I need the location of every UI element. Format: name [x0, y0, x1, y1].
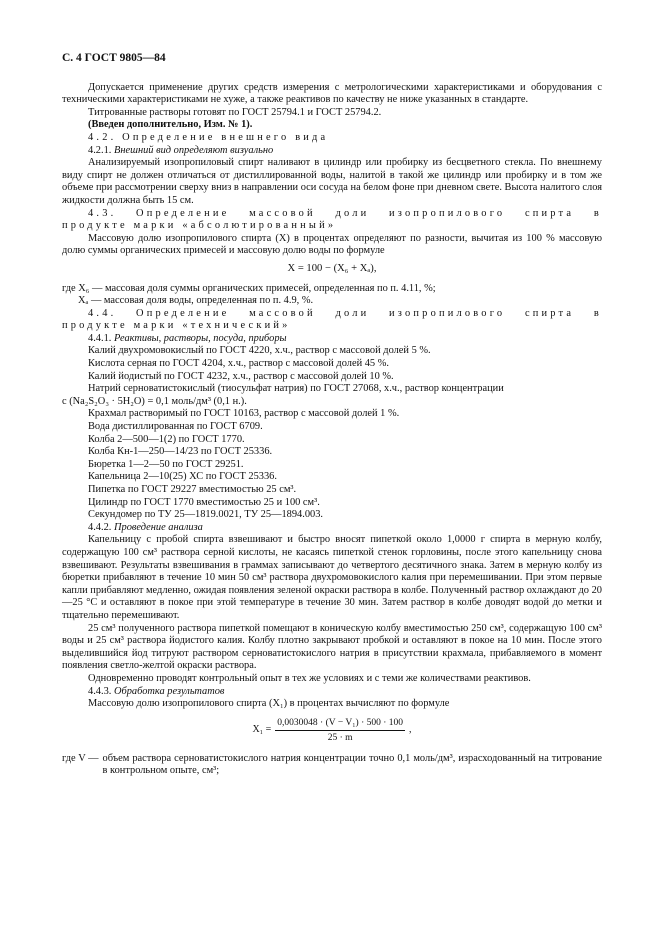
- equipment-item: Цилиндр по ГОСТ 1770 вместимостью 25 и 100 см³.: [88, 496, 320, 508]
- paragraph-visual-inspection: Анализируемый изопропиловый спирт наливают в цилиндр или пробирку из бесцветного стекла. По внешнему виду спирт не должен отличаться от дистиллированной воды, налитой в такой же цилиндр или пробирку и в том же объеме при рассмотрении сверху вниз в направлении оси сосуда на белом фоне при дневном свете. Высота налитого слоя жидкости должна быть 15 см.: [62, 157, 602, 206]
- section-title: Проведение анализа: [114, 521, 203, 533]
- paragraph-analysis-1: Капельницу с пробой спирта взвешивают и быстро вносят пипеткой около 1,0000 г спирта в мерную колбу, содержащую 100 см³ раствора серной кислоты, не касаясь пипеткой стенок горловины, после этого капельницу снова взвешивают. Результаты взвешивания в граммах записывают до четвертого десятичного знака. Затем в мерную колбу из бюретки прибавляют в течение 10 мин 50 см³ раствора двухромовокислого калия при перемешивании. При этом первые капли прибавляют медленно, ожидая появления зеленой окраски раствора в колбе. Полученный раствор охлаждают до 20—25 °С и оставляют в покое при этой температуре в течение 30 мин. Затем раствор в колбе доводят водой до метки и тщательно перемешивают.: [62, 534, 602, 621]
- reagent-thiosulfate-line2: c (Na₂S₂O₃ · 5H₂O) = 0,1 моль/дм³ (0,1 н.).: [62, 395, 247, 407]
- document-page: [62, 52, 602, 778]
- section-title: Внешний вид определяют визуально: [114, 144, 274, 156]
- fraction-numerator: 0,0030048 · (V − V₁) · 500 · 100: [275, 717, 405, 732]
- equipment-item: Секундомер по ТУ 25—1819.0021, ТУ 25—1894.003.: [88, 509, 324, 521]
- where-v-text: объем раствора серноватистокислого натрия концентрации точно 0,1 моль/дм³, израсходованный на титрование в контрольном опыте, см³;: [102, 752, 602, 777]
- paragraph-4-3: Массовую долю изопропилового спирта (X) в процентах определяют по разности, вычитая из 100 % массовую долю суммы органических примесей и массовую долю воды по формуле: [62, 232, 602, 257]
- paragraph-analysis-2: 25 см³ полученного раствора пипеткой помещают в коническую колбу вместимостью 250 см³, содержащую 100 см³ воды и 25 см³ раствора йодистого калия. Колбу плотно закрывают пробкой и оставляют в покое на 10 мин. После этого выделившийся йод титруют раствором серноватистокислого натрия в присутствии крахмала, прибавляемого в момент появления светло-желтой окраски раствора.: [62, 622, 602, 672]
- where-x6: где X₆ — массовая доля суммы органических примесей, определенная по п. 4.11, %;: [62, 282, 436, 294]
- reagent-item: Калий двухромовокислый по ГОСТ 4220, х.ч., раствор с массовой долей 5 %.: [88, 345, 431, 357]
- where-v: [62, 753, 602, 778]
- reagent-thiosulfate-line1: Натрий серноватистокислый (тиосульфат натрия) по ГОСТ 27068, х.ч., раствор концентрации: [88, 383, 504, 395]
- section-number: 4.4.2.: [88, 521, 112, 533]
- section-title: Реактивы, растворы, посуда, приборы: [114, 332, 287, 344]
- section-number: 4.4.1.: [88, 332, 112, 344]
- formula-tail: ,: [409, 724, 412, 736]
- formula-x1: [62, 717, 602, 745]
- equipment-item: Колба 2—500—1(2) по ГОСТ 1770.: [88, 433, 245, 445]
- fraction-denominator: 25 · m: [327, 733, 353, 744]
- section-4-4-title-line2: продукте марки «технический»: [62, 320, 291, 332]
- section-4-4-title-line1: 4.4. Определение массовой доли изопропилового спирта в: [88, 307, 602, 319]
- formula-lhs: X₁ =: [252, 724, 272, 736]
- section-title: Обработка результатов: [114, 685, 225, 697]
- section-number: 4.2.1.: [88, 144, 112, 156]
- reagent-item: Кислота серная по ГОСТ 4204, х.ч., раствор с массовой долей 45 %.: [88, 358, 389, 370]
- section-number: 4.4.3.: [88, 685, 112, 697]
- section-4-3-title-line2: продукте марки «абсолютированный»: [62, 220, 337, 232]
- equipment-item: Пипетка по ГОСТ 29227 вместимостью 25 см³.: [88, 484, 297, 495]
- section-4-2-1: [62, 145, 602, 158]
- section-4-4-1: [62, 333, 602, 346]
- paragraph-titrated-solutions: Титрованные растворы готовят по ГОСТ 25794.1 и ГОСТ 25794.2.: [88, 106, 382, 118]
- formula-x: X = 100 − (X₆ + Xₐ),: [287, 262, 377, 274]
- reagent-item: Калий йодистый по ГОСТ 4232, х.ч., раствор с массовой долей 10 %.: [88, 370, 394, 382]
- section-4-2-title: 4.2. Определение внешнего вида: [88, 131, 329, 143]
- equipment-item: Капельница 2—10(25) ХС по ГОСТ 25336.: [88, 471, 277, 483]
- equipment-item: Колба Кн-1—250—14/23 по ГОСТ 25336.: [88, 446, 273, 458]
- section-4-4-2: [62, 522, 602, 535]
- where-v-label: где V —: [62, 752, 99, 764]
- equipment-item: Крахмал растворимый по ГОСТ 10163, раствор с массовой долей 1 %.: [88, 408, 400, 420]
- paragraph-4-4-3: Массовую долю изопропилового спирта (X₁) в процентах вычисляют по формуле: [88, 698, 450, 710]
- section-4-4-3: [62, 686, 602, 699]
- where-xa: Xₐ — массовая доля воды, определенная по п. 4.9, %.: [78, 295, 314, 307]
- equipment-item: Вода дистиллированная по ГОСТ 6709.: [88, 421, 263, 433]
- fraction: [275, 717, 405, 745]
- section-4-3-title-line1: 4.3. Определение массовой доли изопропилового спирта в: [88, 207, 602, 219]
- amendment-note: (Введен дополнительно, Изм. № 1).: [88, 119, 253, 131]
- paragraph-analysis-3: Одновременно проводят контрольный опыт в тех же условиях и с теми же количествами реактивов.: [88, 672, 531, 684]
- page-header: С. 4 ГОСТ 9805—84: [62, 52, 166, 64]
- paragraph-other-instruments: Допускается применение других средств измерения с метрологическими характеристиками и оборудования с техническими характеристиками не хуже, а также реактивов по качеству не ниже указанных в стандарте.: [62, 81, 602, 106]
- equipment-item: Бюретка 1—2—50 по ГОСТ 29251.: [88, 458, 244, 470]
